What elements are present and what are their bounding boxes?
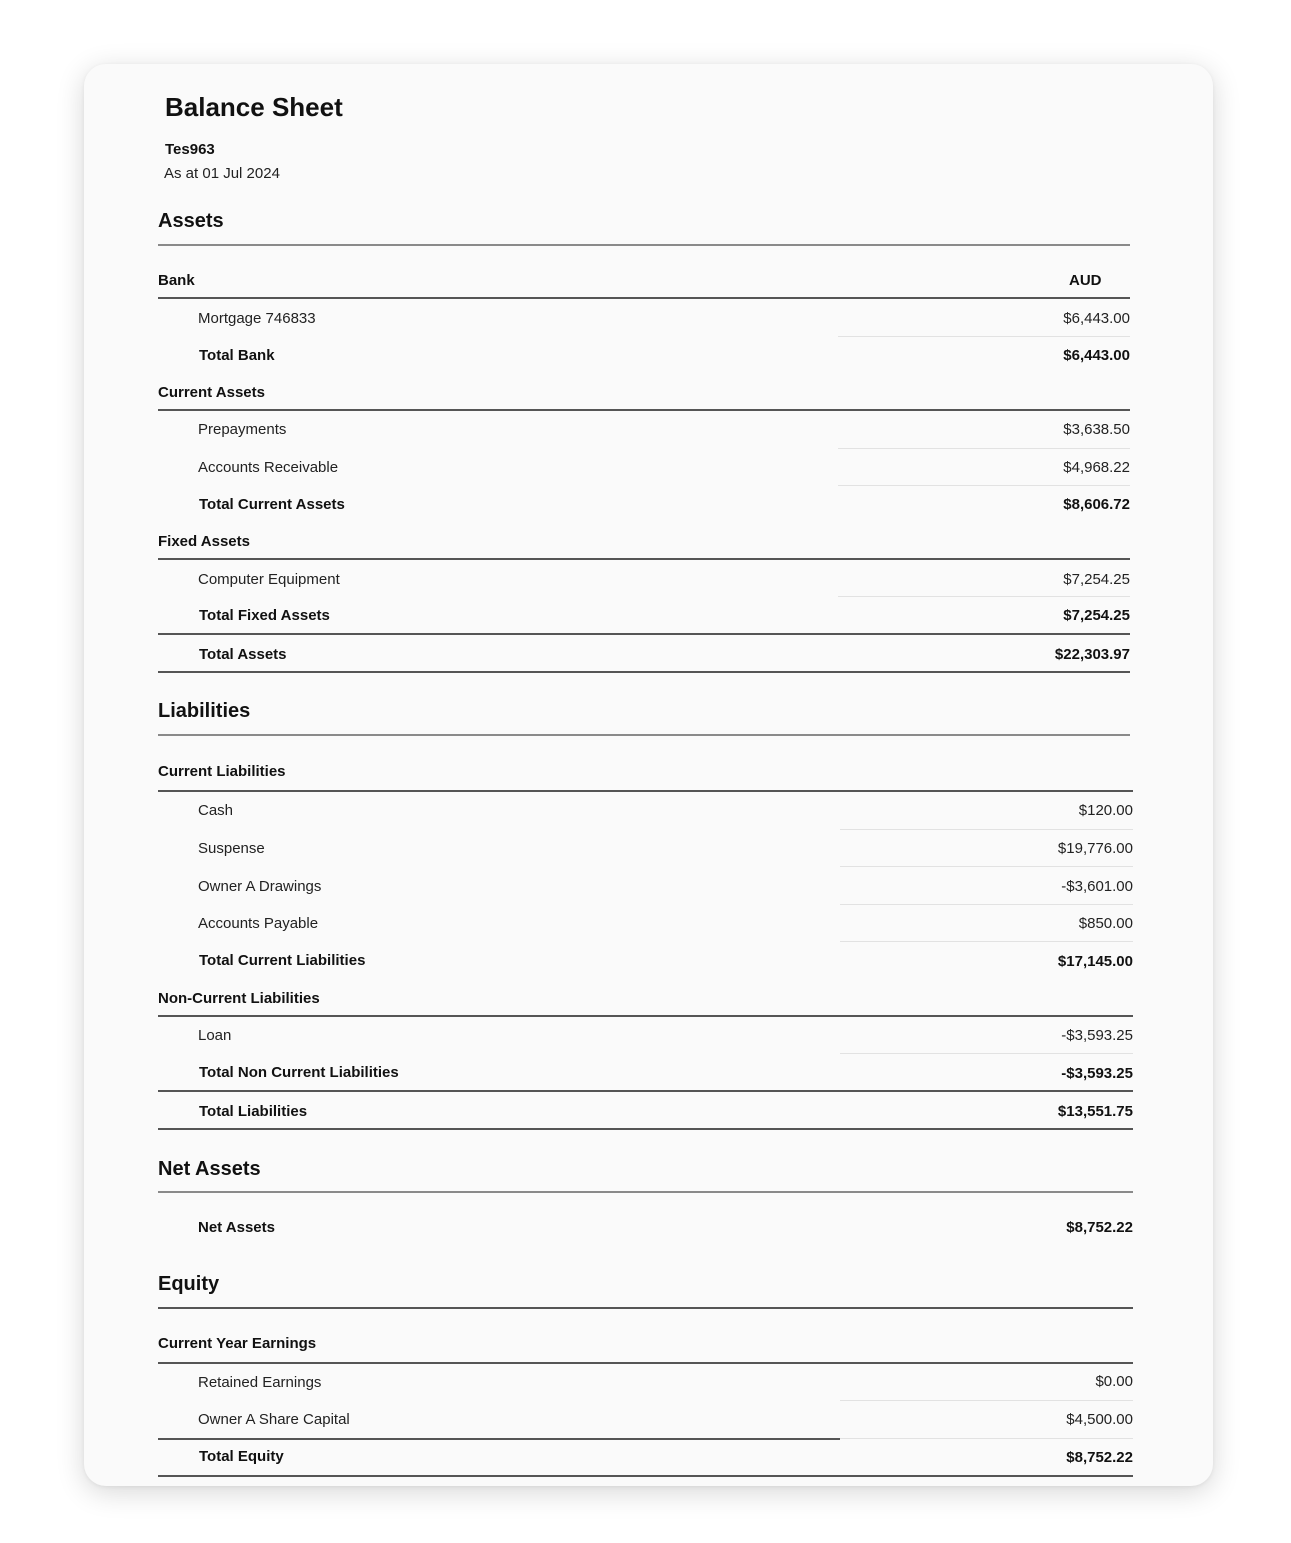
total-assets-label: Total Assets [199, 646, 287, 663]
account-name: Accounts Payable [198, 915, 319, 932]
total-assets-bottom-divider [158, 671, 1130, 673]
account-name: Accounts Receivable [198, 459, 339, 476]
balance-sheet-card [84, 64, 1213, 1486]
row-separator [838, 448, 1130, 449]
fixed-assets-divider [158, 558, 1130, 560]
assets-heading: Assets [158, 210, 224, 232]
total-equity-label: Total Equity [199, 1448, 284, 1465]
account-amount: $120.00 [1078, 802, 1133, 819]
report-date: As at 01 Jul 2024 [164, 165, 280, 182]
total-assets-top-divider [158, 633, 1130, 635]
total-liabilities-amount: $13,551.75 [1057, 1103, 1133, 1120]
account-amount: $0.00 [1095, 1373, 1133, 1390]
row-separator [840, 866, 1133, 867]
row-separator [840, 1438, 1133, 1439]
account-name: Owner A Share Capital [198, 1411, 350, 1428]
bank-group-label: Bank [158, 272, 195, 289]
row-separator [838, 596, 1130, 597]
total-liabilities-label: Total Liabilities [199, 1103, 308, 1120]
organisation-name: Tes963 [165, 141, 215, 158]
account-amount: -$3,601.00 [1061, 878, 1133, 895]
current-liabilities-group-label: Current Liabilities [158, 763, 286, 780]
total-bank-amount: $6,443.00 [1063, 347, 1130, 364]
account-name: Computer Equipment [198, 571, 340, 588]
account-amount: $3,638.50 [1063, 421, 1130, 438]
account-name: Retained Earnings [198, 1374, 322, 1391]
total-non-current-liabilities-amount: -$3,593.25 [1061, 1065, 1133, 1082]
row-separator [840, 1053, 1133, 1054]
account-amount: $4,968.22 [1063, 459, 1130, 476]
account-name: Loan [198, 1027, 232, 1044]
current-assets-group-label: Current Assets [158, 384, 265, 401]
fixed-assets-group-label: Fixed Assets [158, 533, 250, 550]
total-current-assets-amount: $8,606.72 [1063, 496, 1130, 513]
non-current-liabilities-divider [158, 1015, 1133, 1017]
liabilities-heading: Liabilities [158, 700, 251, 722]
non-current-liabilities-group-label: Non-Current Liabilities [158, 990, 320, 1007]
total-current-liabilities-amount: $17,145.00 [1057, 953, 1133, 970]
account-amount: $4,500.00 [1066, 1411, 1133, 1428]
account-amount: $850.00 [1078, 915, 1133, 932]
account-amount: $6,443.00 [1063, 310, 1130, 327]
row-separator [840, 904, 1133, 905]
account-name: Prepayments [198, 421, 287, 438]
net-assets-amount: $8,752.22 [1066, 1219, 1133, 1236]
account-amount: -$3,593.25 [1061, 1027, 1133, 1044]
page-title: Balance Sheet [165, 92, 343, 122]
current-liabilities-divider [158, 790, 1133, 792]
equity-heading: Equity [158, 1273, 220, 1295]
account-amount: $19,776.00 [1057, 840, 1133, 857]
account-name: Cash [198, 802, 234, 819]
total-equity-top-divider [158, 1438, 840, 1440]
account-amount: $7,254.25 [1063, 571, 1130, 588]
row-separator [840, 829, 1133, 830]
current-year-earnings-divider [158, 1362, 1133, 1364]
currency-header: AUD [1069, 272, 1102, 289]
total-current-assets-label: Total Current Assets [199, 496, 345, 513]
equity-divider [158, 1307, 1133, 1309]
total-liabilities-top-divider [158, 1090, 1133, 1092]
row-separator [840, 941, 1133, 942]
account-name: Suspense [198, 840, 265, 857]
total-assets-amount: $22,303.97 [1054, 646, 1130, 663]
account-name: Mortgage 746833 [198, 310, 316, 327]
total-fixed-assets-amount: $7,254.25 [1063, 607, 1130, 624]
liabilities-divider [158, 734, 1130, 736]
total-fixed-assets-label: Total Fixed Assets [199, 607, 330, 624]
total-liabilities-bottom-divider [158, 1128, 1133, 1130]
current-assets-divider [158, 409, 1130, 411]
net-assets-label: Net Assets [198, 1219, 275, 1236]
total-current-liabilities-label: Total Current Liabilities [199, 952, 366, 969]
net-assets-heading: Net Assets [158, 1158, 261, 1180]
row-separator [838, 336, 1130, 337]
bank-divider [158, 297, 1130, 299]
total-bank-label: Total Bank [199, 347, 275, 364]
total-equity-amount: $8,752.22 [1066, 1449, 1133, 1466]
total-equity-bottom-divider [158, 1475, 1133, 1477]
row-separator [840, 1400, 1133, 1401]
total-non-current-liabilities-label: Total Non Current Liabilities [199, 1064, 399, 1081]
net-assets-divider [158, 1191, 1133, 1193]
account-name: Owner A Drawings [198, 878, 322, 895]
assets-divider [158, 244, 1130, 246]
current-year-earnings-group-label: Current Year Earnings [158, 1335, 317, 1352]
row-separator [838, 485, 1130, 486]
